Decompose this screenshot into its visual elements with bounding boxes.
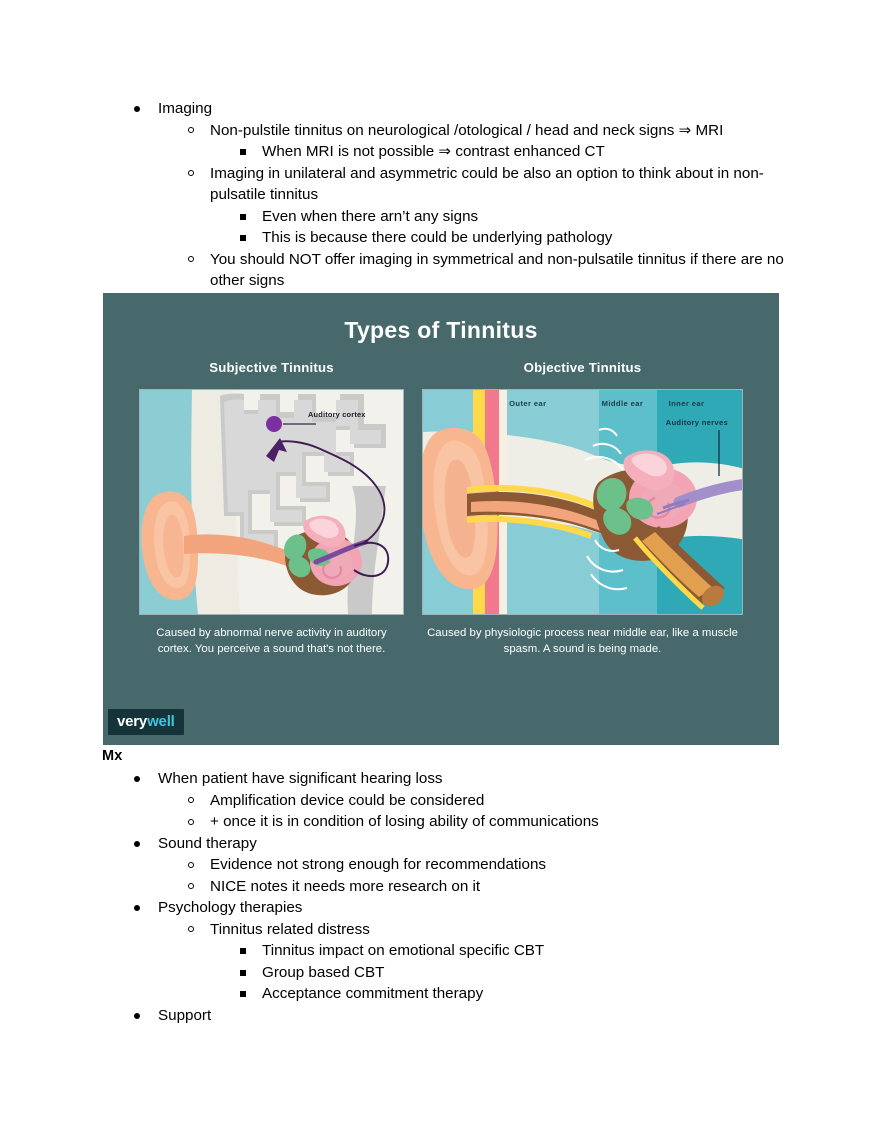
list-item-label: NICE notes it needs more research on it xyxy=(210,877,481,895)
list-item xyxy=(158,876,802,898)
square-bullet-icon xyxy=(240,948,246,954)
disc-bullet-icon xyxy=(134,905,140,911)
list-item xyxy=(210,141,802,163)
square-bullet-icon xyxy=(240,214,246,220)
list-item xyxy=(158,854,802,876)
list-item xyxy=(210,983,802,1005)
subjective-tinnitus-column xyxy=(139,360,404,657)
infographic-columns xyxy=(103,360,779,657)
list-item xyxy=(102,1005,802,1027)
verywell-logo xyxy=(108,709,184,735)
circle-bullet-icon xyxy=(188,926,194,932)
disc-bullet-icon xyxy=(134,841,140,847)
list-item xyxy=(158,120,802,163)
disc-bullet-icon xyxy=(134,776,140,782)
list-item-label: Non-pulstile tinnitus on neurological /otological / head and neck signs ⇒ MRI xyxy=(210,121,724,139)
list-item xyxy=(158,249,802,292)
outline-level-2 xyxy=(158,120,802,292)
verywell-logo-part1: very xyxy=(117,713,148,730)
list-item xyxy=(158,919,802,1005)
list-item-label: Group based CBT xyxy=(262,963,385,981)
objective-diagram xyxy=(422,389,743,615)
list-item xyxy=(210,962,802,984)
verywell-logo-part2: well xyxy=(147,713,175,730)
list-item xyxy=(210,940,802,962)
list-item-label: Acceptance commitment therapy xyxy=(262,985,484,1002)
band-label-middle-ear: Middle ear xyxy=(601,399,644,408)
subjective-ear-brain-illustration xyxy=(140,390,403,614)
list-item-label: You should NOT offer imaging in symmetrical and non-pulsatile tinnitus if there are no other signs xyxy=(210,250,784,289)
outline-level-3 xyxy=(210,940,802,1005)
circle-bullet-icon xyxy=(188,256,194,262)
outline-level-1 xyxy=(102,768,802,1026)
list-item-label: Tinnitus impact on emotional specific CBT xyxy=(262,942,545,959)
list-item-label: Evidence not strong enough for recommendations xyxy=(210,856,547,873)
outline-level-3 xyxy=(210,141,802,163)
circle-bullet-icon xyxy=(188,170,194,176)
list-item xyxy=(210,227,802,249)
auditory-nerves-label xyxy=(666,418,728,428)
list-item xyxy=(102,833,802,898)
list-item xyxy=(158,163,802,249)
circle-bullet-icon xyxy=(188,883,194,889)
list-item-label: Even when there arn’t any signs xyxy=(262,207,479,225)
auditory-cortex-label-text: Auditory cortex xyxy=(308,410,366,419)
circle-bullet-icon xyxy=(188,862,194,868)
list-item-label: This is because there could be underlying pathology xyxy=(262,229,613,246)
auditory-cortex-label xyxy=(308,410,366,420)
objective-heading: Objective Tinnitus xyxy=(523,360,642,375)
circle-bullet-icon xyxy=(188,819,194,825)
infographic-title: Types of Tinnitus xyxy=(344,317,538,343)
circle-bullet-icon xyxy=(188,127,194,133)
list-item-label: Amplification device could be considered xyxy=(210,791,485,809)
list-item-label: Imaging xyxy=(158,100,213,117)
objective-tinnitus-column xyxy=(422,360,743,657)
disc-bullet-icon xyxy=(134,1013,140,1019)
list-item-label: Sound therapy xyxy=(158,834,257,852)
list-item-label: Tinnitus related distress xyxy=(210,920,370,938)
band-label-outer-ear: Outer ear xyxy=(509,399,547,408)
subjective-caption: Caused by abnormal nerve activity in auditory cortex. You perceive a sound that's not there. xyxy=(156,627,387,655)
notes-outline-top xyxy=(102,98,802,292)
auditory-nerves-label-text: Auditory nerves xyxy=(665,418,728,427)
band-label-inner-ear: Inner ear xyxy=(668,399,705,408)
objective-caption: Caused by physiologic process near middle ear, like a muscle spasm. A sound is being made. xyxy=(427,627,738,655)
list-item xyxy=(102,768,802,833)
list-item xyxy=(158,790,802,812)
list-item xyxy=(102,98,802,292)
outline-level-3 xyxy=(210,206,802,249)
notes-outline-bottom xyxy=(102,768,802,1026)
list-item-label: When patient have significant hearing loss xyxy=(158,770,443,787)
square-bullet-icon xyxy=(240,149,246,155)
list-item xyxy=(210,206,802,228)
circle-bullet-icon xyxy=(188,797,194,803)
subjective-diagram xyxy=(139,389,404,615)
outline-level-2 xyxy=(158,854,802,897)
list-item-label: Psychology therapies xyxy=(158,899,303,916)
outline-level-2 xyxy=(158,790,802,833)
list-item-label: + once it is in condition of losing ability of communications xyxy=(210,813,599,830)
list-item-label: Imaging in unilateral and asymmetric could be also an option to think about in non-pulsatile tinnitus xyxy=(210,164,764,203)
square-bullet-icon xyxy=(240,970,246,976)
square-bullet-icon xyxy=(240,235,246,241)
square-bullet-icon xyxy=(240,991,246,997)
list-item-label: Support xyxy=(158,1006,212,1024)
list-item-label: When MRI is not possible ⇒ contrast enhanced CT xyxy=(262,143,605,160)
tinnitus-infographic xyxy=(103,293,779,745)
mx-heading: Mx xyxy=(102,748,123,764)
list-item xyxy=(102,897,802,1005)
list-item xyxy=(158,811,802,833)
outline-level-2 xyxy=(158,919,802,1005)
disc-bullet-icon xyxy=(134,106,140,112)
outline-level-1 xyxy=(102,98,802,292)
subjective-heading: Subjective Tinnitus xyxy=(209,360,334,375)
